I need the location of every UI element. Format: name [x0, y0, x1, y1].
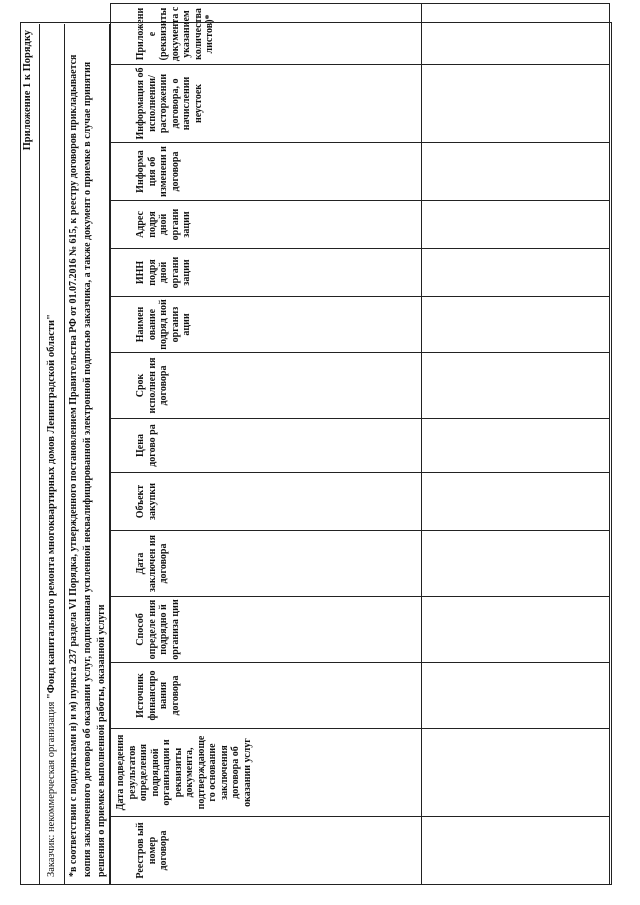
- col-header-funding-source: Источник финансиро вания договора: [111, 663, 422, 729]
- table-cell[interactable]: [421, 597, 609, 663]
- col-header-execution-info: Информация об исполнении/ расторжении договора, о начислении неустоек: [111, 65, 422, 143]
- table-cell[interactable]: [421, 817, 609, 885]
- col-header-results-date: Дата подведения результатов определения подрядной организации и реквизиты документа, подтверждающе го основание заключения договора об оказании услуг: [111, 729, 422, 817]
- footnote-text: *в соответствии с подпунктами н) и м) пункта 237 раздела VI Порядка, утвержденного постановлением Правительства РФ от 01.07.2016 № 615, к реестру договоров прикладывается копия заключенного договора об оказании услуг, подписанная усиленной неквалифицированной электронной подписью заказчика, а также документ о приемке в случае принятия решения о приемке выполненной работы, оказанной услуги: [65, 24, 110, 885]
- appendix-header: [20, 24, 40, 885]
- table-cell[interactable]: [421, 143, 609, 201]
- table-cell[interactable]: [421, 729, 609, 817]
- contract-register-table: [110, 3, 610, 885]
- col-header-contractor-name: Наимен ование подряд ной организ ации: [111, 297, 422, 353]
- table-cell[interactable]: [421, 201, 609, 249]
- col-header-contract-price: Цена догово ра: [111, 419, 422, 473]
- customer-line: [40, 24, 65, 885]
- table-cell[interactable]: [421, 249, 609, 297]
- table-row: [421, 4, 609, 885]
- col-header-registry-number: Реестров ый номер договора: [111, 817, 422, 885]
- table-cell[interactable]: [421, 531, 609, 597]
- table-cell[interactable]: [421, 663, 609, 729]
- table-cell[interactable]: [421, 297, 609, 353]
- customer-name: "Фонд капитального ремонта многоквартирных домов Ленинградской области": [46, 314, 57, 700]
- col-header-contractor-inn: ИНН подря дной органи зации: [111, 249, 422, 297]
- col-header-attachment: Приложени е (реквизиты документа с указанием количества листов)*: [111, 4, 422, 65]
- appendix-label: Приложение 1 к Порядку: [22, 30, 33, 151]
- table-cell[interactable]: [421, 4, 609, 65]
- table-cell[interactable]: [421, 473, 609, 531]
- col-header-contract-changes: Информа ция об изменени и договора: [111, 143, 422, 201]
- col-header-execution-term: Срок исполнен ия договора: [111, 353, 422, 419]
- table-cell[interactable]: [421, 419, 609, 473]
- header-row: [111, 4, 422, 885]
- table-cell[interactable]: [421, 65, 609, 143]
- col-header-contractor-address: Адрес подря дной органи зации: [111, 201, 422, 249]
- table-cell[interactable]: [421, 353, 609, 419]
- col-header-selection-method: Способ определе ния подрядно й организа ции: [111, 597, 422, 663]
- col-header-procurement-object: Объект закупки: [111, 473, 422, 531]
- customer-prefix: Заказчик: некоммерческая организация: [46, 699, 57, 877]
- col-header-conclusion-date: Дата заключен ия договора: [111, 531, 422, 597]
- rotated-page: [20, 6, 612, 885]
